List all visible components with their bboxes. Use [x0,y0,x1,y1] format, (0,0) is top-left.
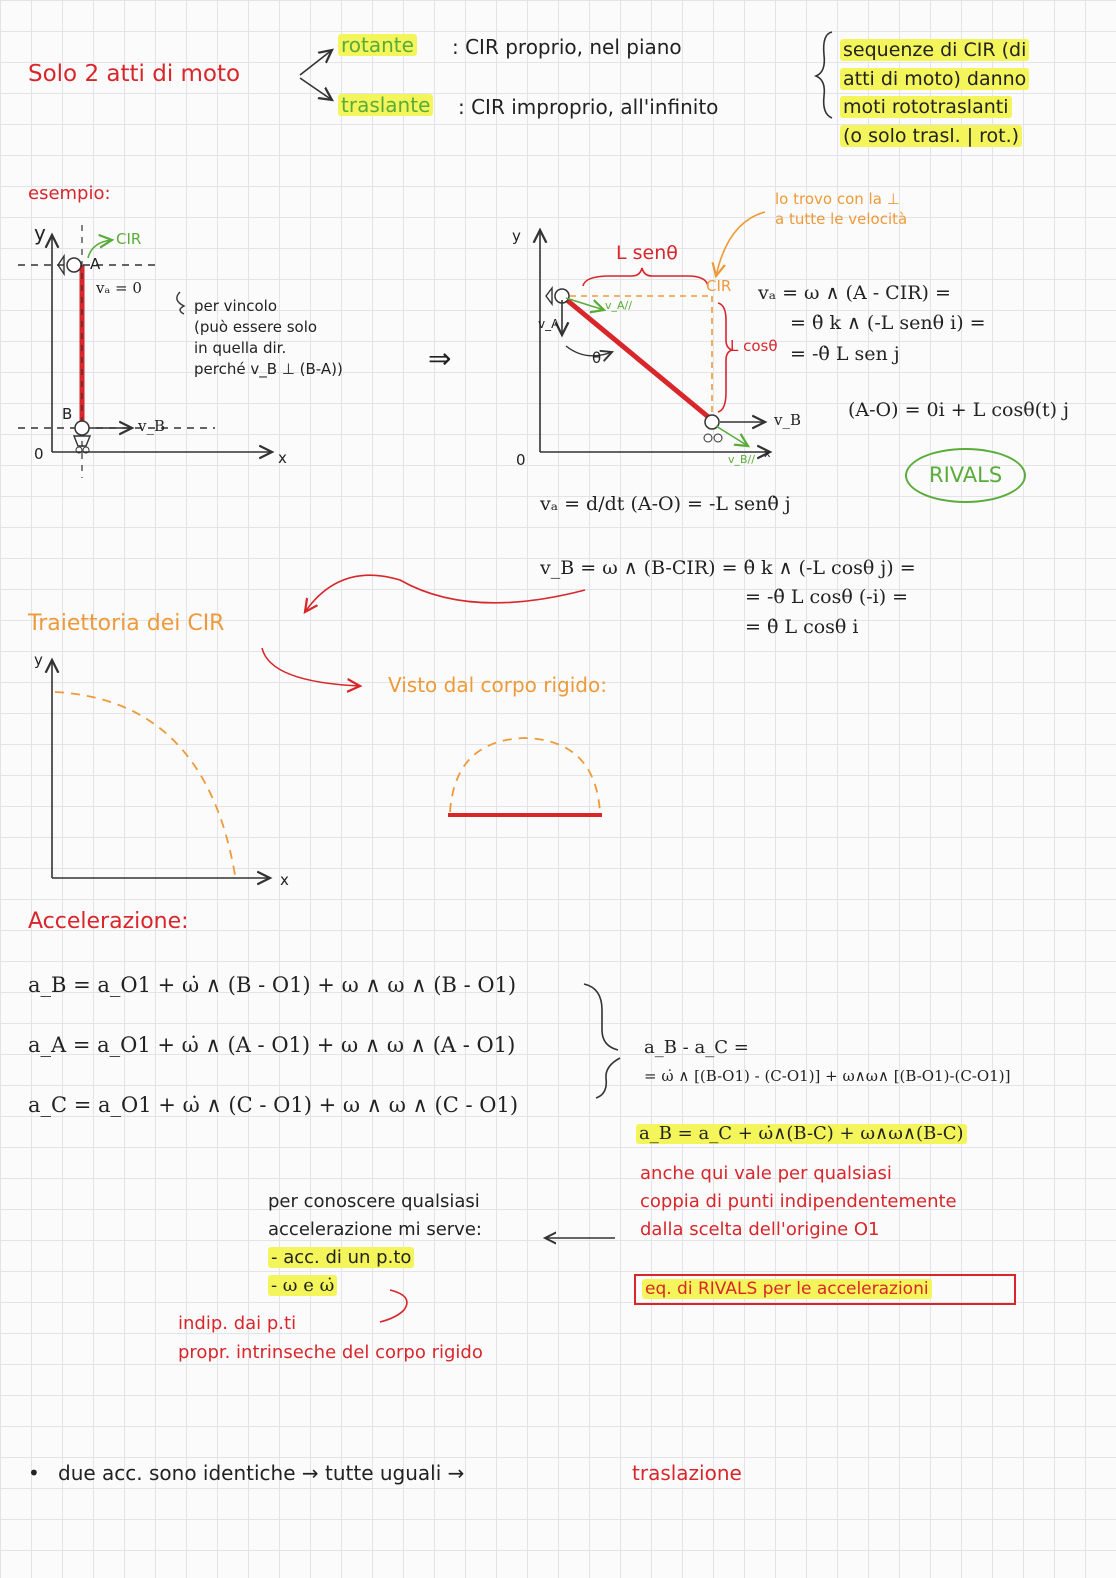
accel-eq-a: a_A = a_O1 + ω̇ ∧ (A - O1) + ω ∧ ω ∧ (A - O1) [28,1033,516,1057]
vb-par-label: v_B// [728,453,755,466]
right-origin: 0 [516,451,526,469]
constraint-line-2: (può essere solo [194,318,318,336]
lsen-label: L senθ [616,242,678,264]
accel-brace-bottom [596,1058,620,1098]
vb-eq-line-3: = θ̇ L cosθ i [745,615,859,638]
constraint-line-1: per vincolo [194,297,278,315]
left-axis-y: y [34,221,46,245]
need-line-1: per conoscere qualsiasi [268,1191,480,1212]
result-note-1: anche qui vale per qualsiasi [640,1163,892,1184]
right-va-label: v_A [538,317,560,331]
left-origin: 0 [34,445,44,463]
right-vb-label: v_B [774,411,801,429]
lsen-brace [583,268,708,286]
result-note-2: coppia di punti indipendentemente [640,1190,957,1212]
note-line-1: sequenze di CIR (di [840,39,1029,61]
right-rod [562,296,712,420]
rivals-accel-box [634,1274,1016,1305]
constraint-line-4: perché v_B ⊥ (B-A)) [194,360,343,378]
constraint-note [194,296,343,380]
rigid-view-label: Visto dal corpo rigido: [388,673,607,697]
intro-note [840,36,1029,150]
perp-note-line-1: lo trovo con la ⊥ [775,190,900,208]
rivals-ellipse: RIVALS [905,448,1026,503]
va-derivative: vₐ = d/dt (A-O) = -L senθ̇ j [540,493,791,515]
acceleration-title: Accelerazione: [28,909,189,934]
intro-title: Solo 2 atti di moto [28,61,241,87]
lcos-label: L cosθ [730,337,778,355]
traj-curve [55,692,235,875]
footer-text: due acc. sono identiche → tutte uguali → [58,1461,465,1485]
left-point-a: A [90,255,101,273]
lcos-brace [718,303,732,412]
traj-axis-x: x [280,871,289,889]
va-eq-line-3: = -θ̇ L sen j [790,342,900,365]
left-vb-label: v_B [138,417,165,435]
rotante-arrow [300,50,332,75]
note-line-4: (o solo trasl. | rot.) [840,125,1022,147]
rigid-arc [450,738,600,812]
traslante-arrow [300,78,332,100]
traj-axis-y: y [34,651,43,669]
traj-axes [52,660,270,878]
accel-diff-2: = ω̇ ∧ [(B-O1) - (C-O1)] + ω∧ω∧ [(B-O1)-(C-O1)] [644,1067,1011,1085]
rotante-label: rotante [338,34,417,56]
theta-arc [566,346,612,356]
left-axis-x: x [278,449,287,467]
accel-eq-c: a_C = a_O1 + ω̇ ∧ (C - O1) + ω ∧ ω ∧ (C - O1) [28,1093,519,1117]
vb-eq-line-2: = -θ̇ L cosθ (-i) = [745,586,909,609]
left-point-b: B [62,405,73,423]
right-hinge-a [546,288,569,304]
rotante-desc: : CIR proprio, nel piano [452,35,682,59]
va-eq-line-2: = θ̇ k ∧ (-L senθ i) = [790,312,986,335]
footer-bullet: • [28,1461,40,1485]
perp-note [775,190,907,229]
indep-note [178,1310,483,1368]
example-label: esempio: [28,183,111,204]
note-line-3: moti rototraslanti [840,96,1012,118]
perp-note-line-2: a tutte le velocità [775,209,908,228]
accel-diff-1: a_B - a_C = [644,1037,749,1058]
traslante-label: traslante [338,94,433,116]
right-cir-label: CIR [706,277,732,295]
need-line-3: - acc. di un p.to [268,1247,414,1268]
rivals-accel-text: eq. di RIVALS per le accelerazioni [642,1279,932,1299]
accel-eq-b: a_B = a_O1 + ω̇ ∧ (B - O1) + ω ∧ ω ∧ (B - O1) [28,973,517,997]
vb-eq-line-1: v_B = ω ∧ (B-CIR) = θ̇ k ∧ (-L cosθ j) = [540,557,916,579]
theta-label: θ [592,349,602,367]
constraint-hook [177,292,184,314]
need-list [268,1188,482,1300]
indep-line-1: indip. dai p.ti [178,1313,297,1334]
indep-line-2: propr. intrinseche del corpo rigido [178,1341,483,1363]
traslante-desc: : CIR improprio, all'infinito [458,95,719,119]
vb-equation [540,554,916,642]
va-eq-line-1: vₐ = ω ∧ (A - CIR) = [758,282,951,304]
note-brace [816,32,832,118]
footer-traslazione: traslazione [632,1461,742,1485]
result-note-3: dalla scelta dell'origine O1 [640,1218,880,1240]
implies-arrow: ⇒ [428,342,452,375]
need-line-4: - ω e ω̇ [268,1275,337,1296]
note-line-2: atti di moto) danno [840,68,1029,90]
va-zero: vₐ = 0 [96,279,142,297]
left-cir-label: CIR [116,230,142,248]
va-par-label: v_A// [605,299,632,312]
right-axis-x: x [764,447,771,460]
result-note [640,1160,957,1244]
vb-par-arrow [716,426,748,446]
va-equation [758,278,986,369]
hinge-b [74,421,90,453]
need-line-2: accelerazione mi serve: [268,1218,482,1240]
accel-result: a_B = a_C + ω̇∧(B-C) + ω∧ω∧(B-C) [636,1124,967,1144]
trajectory-title: Traiettoria dei CIR [28,611,225,636]
right-axis-y: y [512,227,521,245]
constraint-line-3: in quella dir. [194,339,287,357]
accel-brace-top [584,984,618,1050]
position-equation: (A-O) = 0i + L cosθ(t) j [848,399,1070,421]
perp-note-pointer [716,212,765,276]
rigid-view-pointer [262,648,360,686]
